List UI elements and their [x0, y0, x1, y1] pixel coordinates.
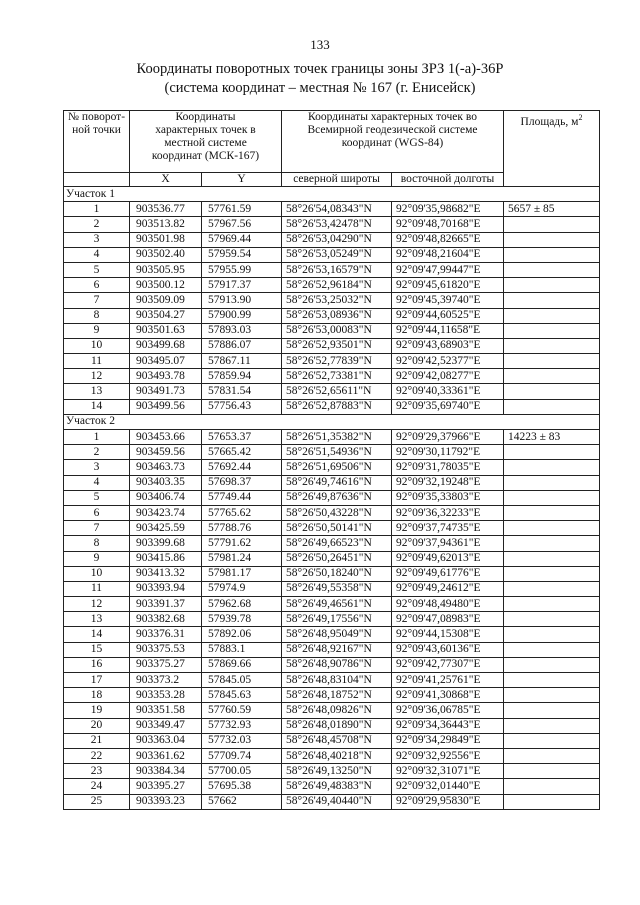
section-label: Участок 2 — [64, 414, 600, 429]
table-row — [64, 748, 600, 763]
table-row — [64, 521, 600, 536]
y-cell: 57981.24 — [202, 551, 282, 566]
longitude-cell: 92°09'49,62013"E — [392, 551, 504, 566]
page-number: 133 — [310, 37, 330, 52]
section-row — [64, 414, 600, 429]
latitude-cell: 58°26'48,09826"N — [282, 703, 392, 718]
point-number-cell: 6 — [64, 505, 130, 520]
y-cell: 57883.1 — [202, 642, 282, 657]
latitude-cell: 58°26'52,87883"N — [282, 399, 392, 414]
longitude-cell: 92°09'32,92556"E — [392, 748, 504, 763]
point-number-cell: 18 — [64, 688, 130, 703]
longitude-cell: 92°09'48,70168"E — [392, 217, 504, 232]
x-cell: 903499.68 — [130, 338, 202, 353]
longitude-cell: 92°09'43,68903"E — [392, 338, 504, 353]
header-longitude: восточной долготы — [392, 173, 504, 187]
y-cell: 57756.43 — [202, 399, 282, 414]
y-cell: 57969.44 — [202, 232, 282, 247]
x-cell: 903423.74 — [130, 505, 202, 520]
document-title — [0, 60, 640, 98]
table-row — [64, 262, 600, 277]
table-row — [64, 384, 600, 399]
header-latitude: северной широты — [282, 173, 392, 187]
point-number-cell: 19 — [64, 703, 130, 718]
longitude-cell: 92°09'35,69740"E — [392, 399, 504, 414]
area-cell — [504, 748, 600, 763]
x-cell: 903363.04 — [130, 733, 202, 748]
latitude-cell: 58°26'49,46561"N — [282, 597, 392, 612]
area-cell — [504, 794, 600, 809]
point-number-cell: 23 — [64, 764, 130, 779]
point-number-cell: 22 — [64, 748, 130, 763]
point-number-cell: 3 — [64, 232, 130, 247]
area-cell — [504, 657, 600, 672]
point-number-cell: 12 — [64, 369, 130, 384]
point-number-cell: 11 — [64, 354, 130, 369]
y-cell: 57760.59 — [202, 703, 282, 718]
y-cell: 57765.62 — [202, 505, 282, 520]
y-cell: 57917.37 — [202, 278, 282, 293]
table-row — [64, 399, 600, 414]
longitude-cell: 92°09'35,33803"E — [392, 490, 504, 505]
y-cell: 57892.06 — [202, 627, 282, 642]
x-cell: 903536.77 — [130, 202, 202, 217]
y-cell: 57732.93 — [202, 718, 282, 733]
table-row — [64, 202, 600, 217]
latitude-cell: 58°26'49,40440"N — [282, 794, 392, 809]
latitude-cell: 58°26'53,16579"N — [282, 262, 392, 277]
latitude-cell: 58°26'49,13250"N — [282, 764, 392, 779]
latitude-cell: 58°26'52,96184"N — [282, 278, 392, 293]
area-cell — [504, 521, 600, 536]
table-row — [64, 505, 600, 520]
point-number-cell: 4 — [64, 475, 130, 490]
latitude-cell: 58°26'50,50141"N — [282, 521, 392, 536]
y-cell: 57749.44 — [202, 490, 282, 505]
area-cell — [504, 642, 600, 657]
x-cell: 903504.27 — [130, 308, 202, 323]
area-cell — [504, 581, 600, 596]
longitude-cell: 92°09'48,82665"E — [392, 232, 504, 247]
x-cell: 903351.58 — [130, 703, 202, 718]
y-cell: 57692.44 — [202, 460, 282, 475]
longitude-cell: 92°09'37,94361"E — [392, 536, 504, 551]
y-cell: 57939.78 — [202, 612, 282, 627]
area-cell — [504, 262, 600, 277]
longitude-cell: 92°09'47,99447"E — [392, 262, 504, 277]
x-cell: 903375.27 — [130, 657, 202, 672]
area-cell — [504, 490, 600, 505]
header-x: X — [130, 173, 202, 187]
longitude-cell: 92°09'42,77307"E — [392, 657, 504, 672]
latitude-cell: 58°26'51,54936"N — [282, 445, 392, 460]
table-row — [64, 688, 600, 703]
latitude-cell: 58°26'48,95049"N — [282, 627, 392, 642]
y-cell: 57788.76 — [202, 521, 282, 536]
y-cell: 57732.03 — [202, 733, 282, 748]
longitude-cell: 92°09'42,08277"E — [392, 369, 504, 384]
area-cell — [504, 475, 600, 490]
longitude-cell: 92°09'37,74735"E — [392, 521, 504, 536]
x-cell: 903349.47 — [130, 718, 202, 733]
coordinates-table — [63, 110, 600, 810]
point-number-cell: 6 — [64, 278, 130, 293]
x-cell: 903513.82 — [130, 217, 202, 232]
point-number-cell: 14 — [64, 399, 130, 414]
x-cell: 903391.37 — [130, 597, 202, 612]
x-cell: 903495.07 — [130, 354, 202, 369]
table-row — [64, 445, 600, 460]
latitude-cell: 58°26'49,74616"N — [282, 475, 392, 490]
y-cell: 57791.62 — [202, 536, 282, 551]
table-row — [64, 551, 600, 566]
y-cell: 57981.17 — [202, 566, 282, 581]
y-cell: 57831.54 — [202, 384, 282, 399]
latitude-cell: 58°26'53,25032"N — [282, 293, 392, 308]
x-cell: 903415.86 — [130, 551, 202, 566]
y-cell: 57967.56 — [202, 217, 282, 232]
table-row — [64, 490, 600, 505]
area-cell — [504, 384, 600, 399]
y-cell: 57913.90 — [202, 293, 282, 308]
header-y: Y — [202, 173, 282, 187]
x-cell: 903353.28 — [130, 688, 202, 703]
longitude-cell: 92°09'29,95830"E — [392, 794, 504, 809]
latitude-cell: 58°26'52,73381"N — [282, 369, 392, 384]
latitude-cell: 58°26'48,40218"N — [282, 748, 392, 763]
y-cell: 57974.9 — [202, 581, 282, 596]
point-number-cell: 14 — [64, 627, 130, 642]
x-cell: 903509.09 — [130, 293, 202, 308]
y-cell: 57845.63 — [202, 688, 282, 703]
area-cell — [504, 566, 600, 581]
y-cell: 57709.74 — [202, 748, 282, 763]
x-cell: 903382.68 — [130, 612, 202, 627]
latitude-cell: 58°26'54,08343"N — [282, 202, 392, 217]
table-row — [64, 703, 600, 718]
longitude-cell: 92°09'30,11792"E — [392, 445, 504, 460]
point-number-cell: 25 — [64, 794, 130, 809]
point-number-cell: 7 — [64, 293, 130, 308]
area-cell — [504, 779, 600, 794]
y-cell: 57859.94 — [202, 369, 282, 384]
area-cell — [504, 293, 600, 308]
x-cell: 903384.34 — [130, 764, 202, 779]
y-cell: 57665.42 — [202, 445, 282, 460]
table-row — [64, 369, 600, 384]
area-cell — [504, 278, 600, 293]
x-cell: 903395.27 — [130, 779, 202, 794]
latitude-cell: 58°26'48,45708"N — [282, 733, 392, 748]
table-row — [64, 278, 600, 293]
coordinates-table-container — [63, 110, 599, 810]
point-number-cell: 10 — [64, 566, 130, 581]
point-number-cell: 8 — [64, 536, 130, 551]
longitude-cell: 92°09'29,37966"E — [392, 430, 504, 445]
point-number-cell: 11 — [64, 581, 130, 596]
table-row — [64, 536, 600, 551]
table-row — [64, 354, 600, 369]
table-row — [64, 566, 600, 581]
point-number-cell: 16 — [64, 657, 130, 672]
area-cell: 14223 ± 83 — [504, 430, 600, 445]
x-cell: 903399.68 — [130, 536, 202, 551]
x-cell: 903493.78 — [130, 369, 202, 384]
table-row — [64, 581, 600, 596]
latitude-cell: 58°26'52,77839"N — [282, 354, 392, 369]
area-cell — [504, 733, 600, 748]
table-row — [64, 718, 600, 733]
x-cell: 903463.73 — [130, 460, 202, 475]
point-number-cell: 2 — [64, 445, 130, 460]
longitude-cell: 92°09'49,61776"E — [392, 566, 504, 581]
x-cell: 903361.62 — [130, 748, 202, 763]
point-number-cell: 9 — [64, 323, 130, 338]
x-cell: 903403.35 — [130, 475, 202, 490]
latitude-cell: 58°26'50,26451"N — [282, 551, 392, 566]
x-cell: 903413.32 — [130, 566, 202, 581]
table-row — [64, 475, 600, 490]
longitude-cell: 92°09'44,15308"E — [392, 627, 504, 642]
area-cell — [504, 232, 600, 247]
area-cell — [504, 247, 600, 262]
y-cell: 57761.59 — [202, 202, 282, 217]
longitude-cell: 92°09'32,01440"E — [392, 779, 504, 794]
latitude-cell: 58°26'53,08936"N — [282, 308, 392, 323]
longitude-cell: 92°09'34,29849"E — [392, 733, 504, 748]
latitude-cell: 58°26'51,35382"N — [282, 430, 392, 445]
x-cell: 903459.56 — [130, 445, 202, 460]
header-point-number: № поворот-ной точки — [64, 111, 130, 173]
table-row — [64, 247, 600, 262]
x-cell: 903406.74 — [130, 490, 202, 505]
x-cell: 903373.2 — [130, 673, 202, 688]
coordinates-table-body — [64, 187, 600, 810]
latitude-cell: 58°26'50,43228"N — [282, 505, 392, 520]
latitude-cell: 58°26'49,55358"N — [282, 581, 392, 596]
point-number-cell: 9 — [64, 551, 130, 566]
latitude-cell: 58°26'48,83104"N — [282, 673, 392, 688]
table-row — [64, 657, 600, 672]
point-number-cell: 10 — [64, 338, 130, 353]
latitude-cell: 58°26'52,93501"N — [282, 338, 392, 353]
header-point-number-blank — [64, 173, 130, 187]
area-cell — [504, 612, 600, 627]
point-number-cell: 13 — [64, 384, 130, 399]
longitude-cell: 92°09'44,60525"E — [392, 308, 504, 323]
area-cell — [504, 338, 600, 353]
table-row — [64, 460, 600, 475]
latitude-cell: 58°26'48,18752"N — [282, 688, 392, 703]
title-line-2: (система координат – местная № 167 (г. Енисейск) — [164, 80, 476, 96]
x-cell: 903499.56 — [130, 399, 202, 414]
area-cell — [504, 718, 600, 733]
longitude-cell: 92°09'34,36443"E — [392, 718, 504, 733]
section-label: Участок 1 — [64, 187, 600, 202]
y-cell: 57893.03 — [202, 323, 282, 338]
area-cell — [504, 217, 600, 232]
table-row — [64, 293, 600, 308]
header-wgs-coordinates: Координаты характерных точек во Всемирной геодезической системе координат (WGS-84) — [282, 111, 504, 173]
point-number-cell: 13 — [64, 612, 130, 627]
area-cell — [504, 369, 600, 384]
longitude-cell: 92°09'42,52377"E — [392, 354, 504, 369]
longitude-cell: 92°09'47,08983"E — [392, 612, 504, 627]
area-cell — [504, 323, 600, 338]
y-cell: 57962.68 — [202, 597, 282, 612]
area-cell — [504, 673, 600, 688]
y-cell: 57662 — [202, 794, 282, 809]
header-area: Площадь, $м^2$ — [504, 111, 600, 187]
point-number-cell: 15 — [64, 642, 130, 657]
table-row — [64, 232, 600, 247]
point-number-cell: 5 — [64, 490, 130, 505]
x-cell: 903376.31 — [130, 627, 202, 642]
latitude-cell: 58°26'48,92167"N — [282, 642, 392, 657]
x-cell: 903505.95 — [130, 262, 202, 277]
area-cell — [504, 688, 600, 703]
table-row — [64, 794, 600, 809]
point-number-cell: 5 — [64, 262, 130, 277]
latitude-cell: 58°26'53,05249"N — [282, 247, 392, 262]
area-cell — [504, 460, 600, 475]
point-number-cell: 21 — [64, 733, 130, 748]
latitude-cell: 58°26'48,01890"N — [282, 718, 392, 733]
table-row — [64, 217, 600, 232]
header-local-coordinates: Координаты характерных точек в местной системе координат (МСК-167) — [130, 111, 282, 173]
latitude-cell: 58°26'52,65611"N — [282, 384, 392, 399]
longitude-cell: 92°09'32,19248"E — [392, 475, 504, 490]
point-number-cell: 17 — [64, 673, 130, 688]
y-cell: 57695.38 — [202, 779, 282, 794]
x-cell: 903393.94 — [130, 581, 202, 596]
point-number-cell: 4 — [64, 247, 130, 262]
x-cell: 903491.73 — [130, 384, 202, 399]
y-cell: 57867.11 — [202, 354, 282, 369]
x-cell: 903425.59 — [130, 521, 202, 536]
x-cell: 903501.98 — [130, 232, 202, 247]
table-row — [64, 323, 600, 338]
area-cell — [504, 505, 600, 520]
table-row — [64, 733, 600, 748]
longitude-cell: 92°09'48,21604"E — [392, 247, 504, 262]
x-cell: 903500.12 — [130, 278, 202, 293]
point-number-cell: 1 — [64, 430, 130, 445]
x-cell: 903453.66 — [130, 430, 202, 445]
area-cell — [504, 536, 600, 551]
longitude-cell: 92°09'32,31071"E — [392, 764, 504, 779]
longitude-cell: 92°09'45,39740"E — [392, 293, 504, 308]
x-cell: 903501.63 — [130, 323, 202, 338]
table-row — [64, 764, 600, 779]
y-cell: 57700.05 — [202, 764, 282, 779]
longitude-cell: 92°09'44,11658"E — [392, 323, 504, 338]
longitude-cell: 92°09'48,49480"E — [392, 597, 504, 612]
longitude-cell: 92°09'40,33361"E — [392, 384, 504, 399]
latitude-cell: 58°26'48,90786"N — [282, 657, 392, 672]
longitude-cell: 92°09'45,61820"E — [392, 278, 504, 293]
y-cell: 57959.54 — [202, 247, 282, 262]
area-cell — [504, 354, 600, 369]
x-cell: 903375.53 — [130, 642, 202, 657]
table-row — [64, 338, 600, 353]
latitude-cell: 58°26'53,42478"N — [282, 217, 392, 232]
latitude-cell: 58°26'49,66523"N — [282, 536, 392, 551]
point-number-cell: 3 — [64, 460, 130, 475]
latitude-cell: 58°26'50,18240"N — [282, 566, 392, 581]
y-cell: 57845.05 — [202, 673, 282, 688]
table-row — [64, 308, 600, 323]
table-row — [64, 612, 600, 627]
point-number-cell: 24 — [64, 779, 130, 794]
latitude-cell: 58°26'49,17556"N — [282, 612, 392, 627]
area-cell — [504, 308, 600, 323]
table-row — [64, 779, 600, 794]
latitude-cell: 58°26'51,69506"N — [282, 460, 392, 475]
section-row — [64, 187, 600, 202]
y-cell: 57955.99 — [202, 262, 282, 277]
table-row — [64, 673, 600, 688]
longitude-cell: 92°09'41,30868"E — [392, 688, 504, 703]
area-cell — [504, 445, 600, 460]
point-number-cell: 7 — [64, 521, 130, 536]
y-cell: 57869.66 — [202, 657, 282, 672]
area-cell — [504, 597, 600, 612]
y-cell: 57698.37 — [202, 475, 282, 490]
area-cell — [504, 764, 600, 779]
longitude-cell: 92°09'36,06785"E — [392, 703, 504, 718]
area-cell — [504, 703, 600, 718]
point-number-cell: 12 — [64, 597, 130, 612]
x-cell: 903393.23 — [130, 794, 202, 809]
table-row — [64, 627, 600, 642]
y-cell: 57886.07 — [202, 338, 282, 353]
longitude-cell: 92°09'43,60136"E — [392, 642, 504, 657]
x-cell: 903502.40 — [130, 247, 202, 262]
y-cell: 57653.37 — [202, 430, 282, 445]
point-number-cell: 20 — [64, 718, 130, 733]
area-cell: 5657 ± 85 — [504, 202, 600, 217]
y-cell: 57900.99 — [202, 308, 282, 323]
longitude-cell: 92°09'41,25761"E — [392, 673, 504, 688]
area-cell — [504, 399, 600, 414]
area-cell — [504, 627, 600, 642]
area-cell — [504, 551, 600, 566]
point-number-cell: 1 — [64, 202, 130, 217]
latitude-cell: 58°26'53,00083"N — [282, 323, 392, 338]
longitude-cell: 92°09'36,32233"E — [392, 505, 504, 520]
title-line-1: Координаты поворотных точек границы зоны ЗРЗ 1(-а)-36Р — [136, 61, 504, 77]
point-number-cell: 8 — [64, 308, 130, 323]
latitude-cell: 58°26'53,04290"N — [282, 232, 392, 247]
latitude-cell: 58°26'49,87636"N — [282, 490, 392, 505]
table-row — [64, 597, 600, 612]
latitude-cell: 58°26'49,48383"N — [282, 779, 392, 794]
longitude-cell: 92°09'31,78035"E — [392, 460, 504, 475]
longitude-cell: 92°09'35,98682"E — [392, 202, 504, 217]
point-number-cell: 2 — [64, 217, 130, 232]
table-row — [64, 642, 600, 657]
longitude-cell: 92°09'49,24612"E — [392, 581, 504, 596]
table-row — [64, 430, 600, 445]
